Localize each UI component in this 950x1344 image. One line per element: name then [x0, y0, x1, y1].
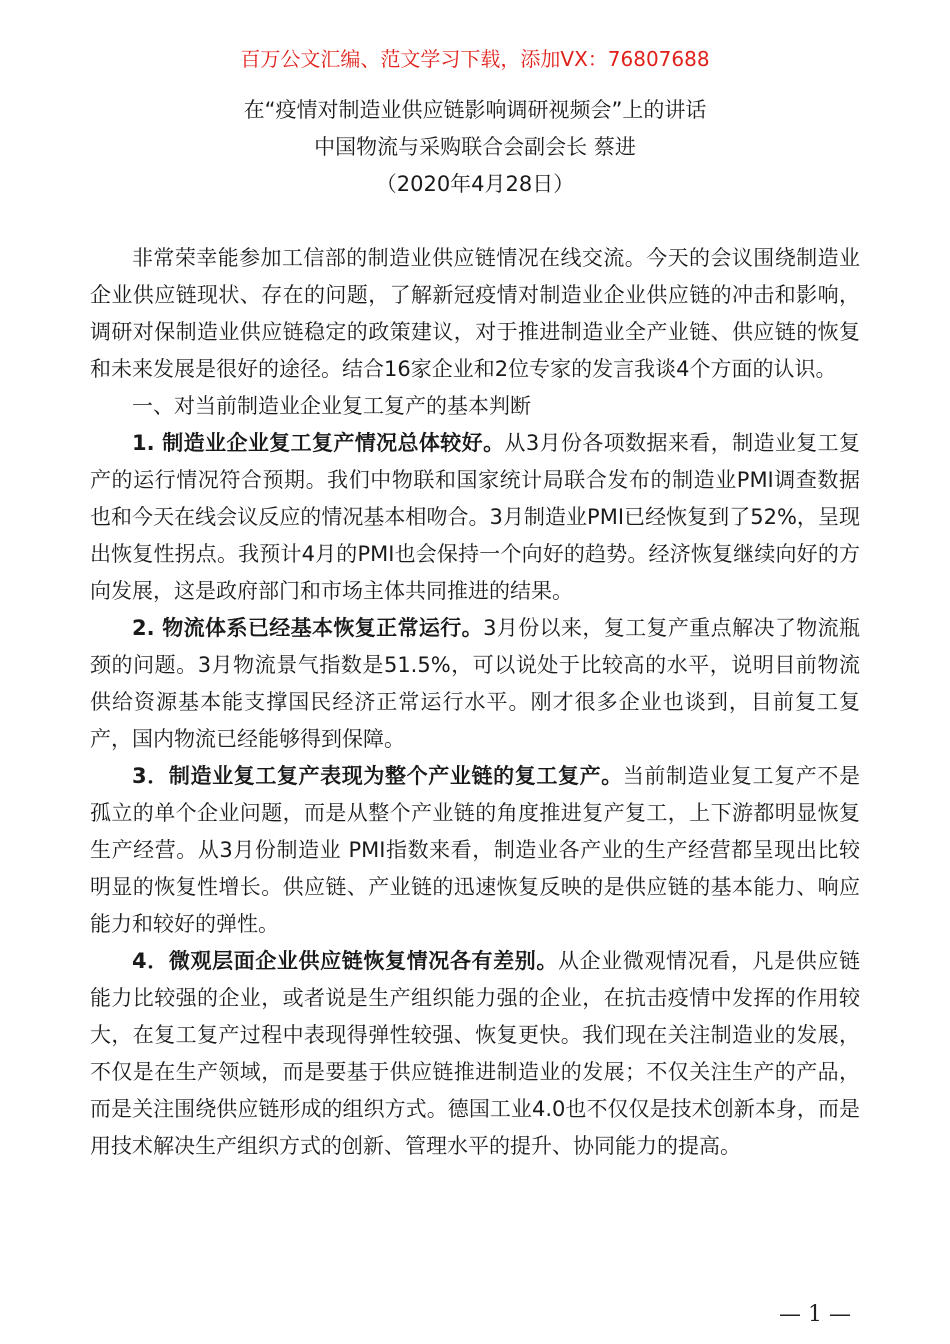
- page-number: — 1 —: [779, 1302, 851, 1327]
- point-heading: 3．制造业复工复产表现为整个产业链的复工复产。: [132, 764, 623, 788]
- point-paragraph-2: [90, 610, 860, 758]
- speaker-line: 中国物流与采购联合会副会长 蔡进: [314, 135, 636, 159]
- document-body: [90, 240, 860, 1165]
- point-text: 当前制造业复工复产不是孤立的单个企业问题，而是从整个产业链的角度推进复产复工，上下游都明显恢复生产经营。从3月份制造业 PMI指数来看，制造业各产业的生产经营都呈现出比较明显的恢复性增长。供应链、产业链的迅速恢复反映的是供应链的基本能力、响应能力和较好的弹性。: [90, 764, 860, 936]
- watermark-banner: 百万公文汇编、范文学习下载，添加VX：76807688: [240, 47, 710, 71]
- intro-paragraph: 非常荣幸能参加工信部的制造业供应链情况在线交流。今天的会议围绕制造业企业供应链现状、存在的问题，了解新冠疫情对制造业企业供应链的冲击和影响，调研对保制造业供应链稳定的政策建议，对于推进制造业全产业链、供应链的恢复和未来发展是很好的途径。结合16家企业和2位专家的发言我谈4个方面的认识。: [90, 246, 860, 381]
- title-block: [0, 92, 950, 203]
- point-paragraph-1: [90, 425, 860, 610]
- point-heading: 4．微观层面企业供应链恢复情况各有差别。: [132, 949, 558, 973]
- point-text: 3月份以来，复工复产重点解决了物流瓶颈的问题。3月物流景气指数是51.5%，可以说处于比较高的水平，说明目前物流供给资源基本能支撑国民经济正常运行水平。刚才很多企业也谈到，目前复工复产，国内物流已经能够得到保障。: [90, 616, 860, 751]
- point-text: 从3月份各项数据来看，制造业复工复产的运行情况符合预期。我们中物联和国家统计局联合发布的制造业PMI调查数据也和今天在线会议反应的情况基本相吻合。3月制造业PMI已经恢复到了52%，呈现出恢复性拐点。我预计4月的PMI也会保持一个向好的趋势。经济恢复继续向好的方向发展，这是政府部门和市场主体共同推进的结果。: [90, 431, 861, 603]
- speech-date: （2020年4月28日）: [375, 172, 575, 196]
- point-heading: 2. 物流体系已经基本恢复正常运行。: [132, 616, 484, 640]
- point-paragraph-4: [90, 943, 860, 1165]
- section-heading-1: 一、对当前制造业企业复工复产的基本判断: [132, 394, 531, 418]
- speech-title: 在“疫情对制造业供应链影响调研视频会”上的讲话: [243, 98, 707, 122]
- point-text: 从企业微观情况看，凡是供应链能力比较强的企业，或者说是生产组织能力强的企业，在抗击疫情中发挥的作用较大，在复工复产过程中表现得弹性较强、恢复更快。我们现在关注制造业的发展，不仅是在生产领域，而是要基于供应链推进制造业的发展；不仅关注生产的产品，而是关注围绕供应链形成的组织方式。德国工业4.0也不仅仅是技术创新本身，而是用技术解决生产组织方式的创新、管理水平的提升、协同能力的提高。: [90, 949, 860, 1158]
- point-paragraph-3: [90, 758, 860, 943]
- point-heading: 1. 制造业企业复工复产情况总体较好。: [132, 431, 505, 455]
